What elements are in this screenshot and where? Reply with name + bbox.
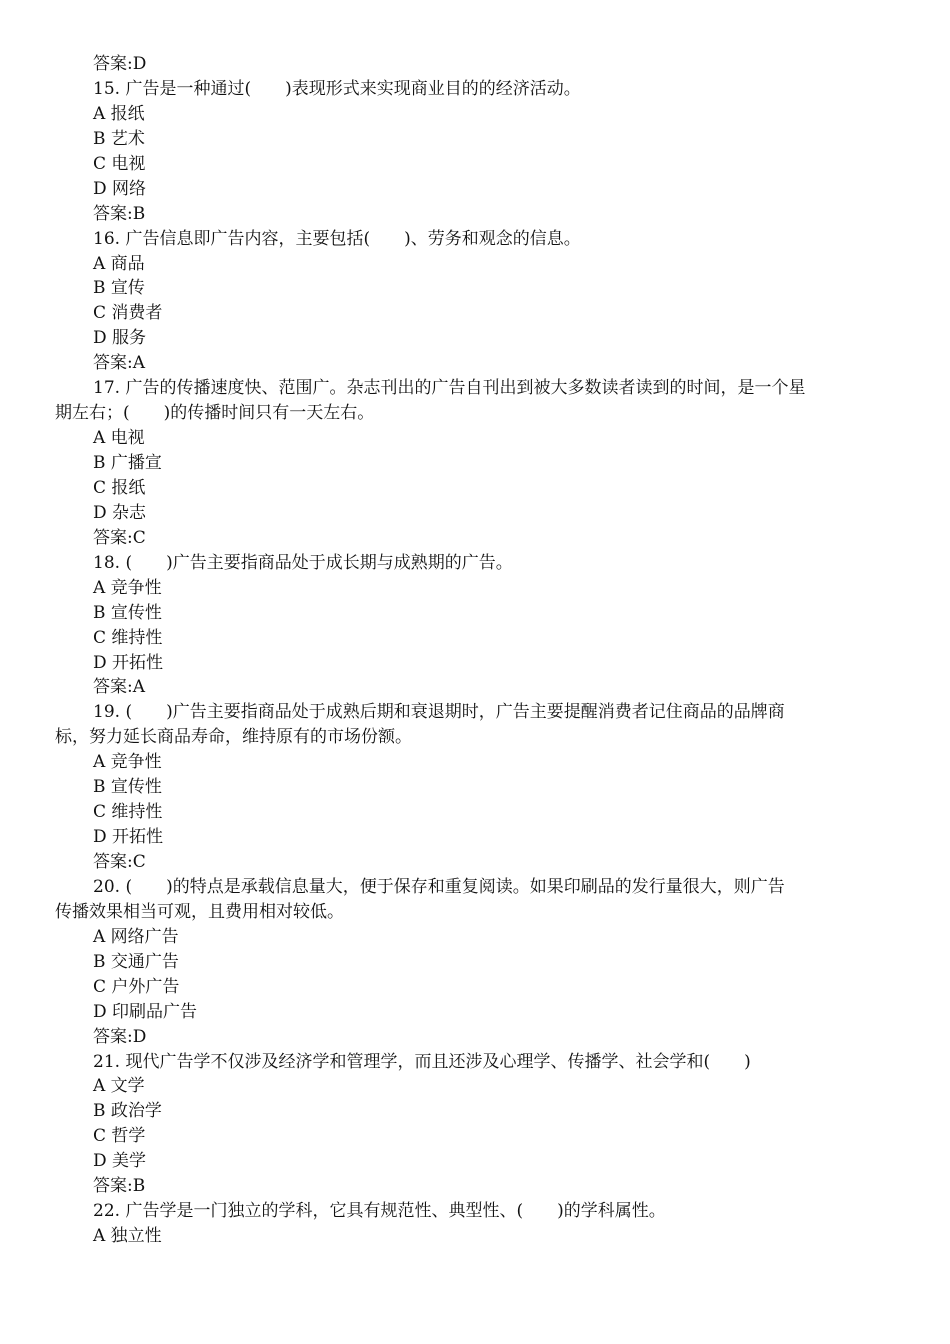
question-text-continuation: 传播效果相当可观，且费用相对较低。 bbox=[55, 901, 344, 922]
answer-option: D 美学 bbox=[93, 1151, 147, 1172]
answer-option: C 维持性 bbox=[93, 802, 163, 823]
answer-line: 答案:A bbox=[93, 353, 146, 374]
answer-option: B 政治学 bbox=[93, 1101, 162, 1122]
answer-option: C 哲学 bbox=[93, 1126, 146, 1147]
question-text: 17. 广告的传播速度快、范围广。杂志刊出的广告自刊出到被大多数读者读到的时间，是一个星 bbox=[93, 378, 806, 399]
answer-option: D 网络 bbox=[93, 178, 147, 199]
answer-option: A 网络广告 bbox=[93, 926, 179, 947]
answer-option: A 独立性 bbox=[93, 1226, 162, 1247]
answer-option: B 宣传 bbox=[93, 278, 145, 299]
question-text: 20. ( )的特点是承载信息量大，便于保存和重复阅读。如果印刷品的发行量很大，则广告 bbox=[93, 876, 785, 897]
question-text: 18. ( )广告主要指商品处于成长期与成熟期的广告。 bbox=[93, 552, 513, 573]
question-text: 22. 广告学是一门独立的学科，它具有规范性、典型性、( )的学科属性。 bbox=[93, 1201, 666, 1222]
question-text: 16. 广告信息即广告内容，主要包括( )、劳务和观念的信息。 bbox=[93, 228, 581, 249]
question-text: 21. 现代广告学不仅涉及经济学和管理学，而且还涉及心理学、传播学、社会学和( ) bbox=[93, 1051, 751, 1072]
answer-option: D 开拓性 bbox=[93, 827, 164, 848]
answer-option: C 户外广告 bbox=[93, 976, 180, 997]
answer-line: 答案:B bbox=[93, 203, 146, 224]
answer-option: C 报纸 bbox=[93, 477, 146, 498]
answer-option: B 宣传性 bbox=[93, 602, 162, 623]
answer-option: A 商品 bbox=[93, 253, 145, 274]
answer-line: 答案:C bbox=[93, 852, 146, 872]
answer-option: B 广播宣 bbox=[93, 453, 162, 473]
answer-option: C 维持性 bbox=[93, 627, 163, 648]
answer-option: C 电视 bbox=[93, 153, 146, 174]
answer-option: C 消费者 bbox=[93, 303, 163, 324]
answer-option: D 杂志 bbox=[93, 502, 147, 523]
answer-option: A 竞争性 bbox=[93, 752, 162, 773]
answer-option: D 印刷品广告 bbox=[93, 1001, 198, 1022]
answer-option: D 开拓性 bbox=[93, 652, 164, 673]
answer-option: B 宣传性 bbox=[93, 777, 162, 798]
answer-line: 答案:C bbox=[93, 527, 146, 548]
answer-option: D 服务 bbox=[93, 328, 147, 349]
answer-line: 答案:D bbox=[93, 54, 147, 74]
question-text-continuation: 期左右；( )的传播时间只有一天左右。 bbox=[55, 403, 375, 424]
answer-option: A 竞争性 bbox=[93, 577, 162, 598]
answer-option: B 艺术 bbox=[93, 128, 145, 149]
answer-option: B 交通广告 bbox=[93, 951, 179, 972]
answer-option: A 报纸 bbox=[93, 103, 145, 124]
answer-line: 答案:A bbox=[93, 677, 146, 698]
question-text: 15. 广告是一种通过( )表现形式来实现商业目的的经济活动。 bbox=[93, 78, 581, 99]
question-text-continuation: 标，努力延长商品寿命，维持原有的市场份额。 bbox=[55, 727, 412, 748]
question-text: 19. ( )广告主要指商品处于成熟后期和衰退期时，广告主要提醒消费者记住商品的品牌商 bbox=[93, 702, 785, 723]
answer-line: 答案:D bbox=[93, 1026, 147, 1047]
answer-line: 答案:B bbox=[93, 1176, 146, 1197]
answer-option: A 电视 bbox=[93, 428, 145, 449]
answer-option: A 文学 bbox=[93, 1076, 145, 1097]
question-list bbox=[55, 52, 900, 1249]
